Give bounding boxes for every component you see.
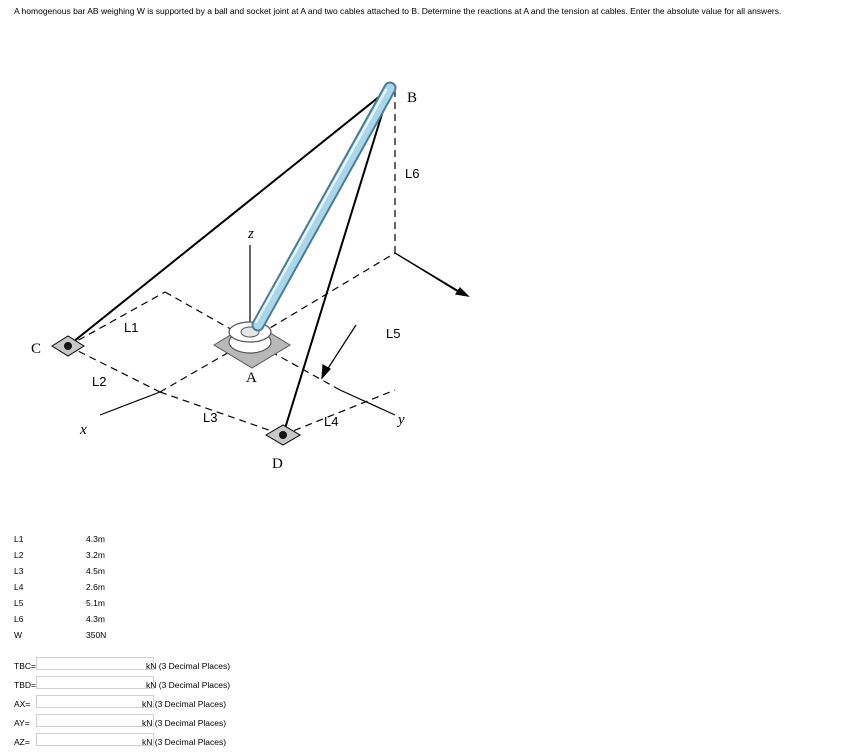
answer-label: TBD=: [14, 680, 36, 690]
answer-row-ax: [14, 694, 274, 713]
answer-row-ay: [14, 713, 274, 732]
answer-unit: kN (3 Decimal Places): [142, 699, 227, 709]
given-value: 350N: [86, 630, 107, 640]
question-text: A homogenous bar AB weighing W is supported by a ball and socket joint at A and two cables attached to B. Determine the reactions at A and the tension at cables. Enter the absolute value for all answers.: [14, 6, 782, 16]
length-l5-label: L5: [386, 326, 401, 341]
length-l4-label: L4: [324, 414, 339, 429]
given-row: [14, 596, 214, 612]
given-value: 3.2m: [86, 550, 105, 560]
given-row: [14, 532, 214, 548]
answer-unit: kN (3 Decimal Places): [142, 718, 227, 728]
answer-row-tbc: [14, 656, 274, 675]
given-value: 5.1m: [86, 598, 105, 608]
ax-input[interactable]: [36, 695, 154, 708]
tbc-input[interactable]: [36, 657, 154, 670]
given-values-table: [14, 532, 214, 644]
point-a-label: A: [246, 370, 257, 386]
answer-label: TBC=: [14, 661, 36, 671]
socket-a: [214, 322, 290, 368]
point-c-label: C: [31, 341, 42, 357]
given-label: L4: [14, 582, 24, 592]
answer-row-az: [14, 732, 274, 751]
length-l3-label: L3: [203, 410, 218, 425]
answer-form: [14, 656, 274, 751]
answer-unit: kN (3 Decimal Places): [142, 737, 227, 747]
given-row: [14, 548, 214, 564]
axis-x-label: x: [80, 422, 87, 438]
az-input[interactable]: [36, 733, 154, 746]
bar-diagram: [0, 60, 520, 480]
given-label: L5: [14, 598, 24, 608]
answer-unit: kN (3 Decimal Places): [146, 661, 231, 671]
tbd-input[interactable]: [36, 676, 154, 689]
given-row: [14, 628, 214, 644]
answer-row-tbd: [14, 675, 274, 694]
given-value: 4.3m: [86, 614, 105, 624]
answer-label: AZ=: [14, 737, 30, 747]
anchor-d: [266, 425, 300, 445]
axis-z-label: z: [248, 226, 254, 242]
point-b-label: B: [407, 90, 418, 106]
answer-label: AY=: [14, 718, 30, 728]
length-l1-label: L1: [124, 320, 139, 335]
anchor-c: [52, 336, 84, 356]
axis-y-label: y: [398, 412, 405, 428]
given-row: [14, 580, 214, 596]
given-label: L1: [14, 534, 24, 544]
length-l6-label: L6: [405, 166, 420, 181]
given-label: L3: [14, 566, 24, 576]
point-d-label: D: [272, 456, 283, 472]
length-l2-label: L2: [92, 374, 107, 389]
given-label: L2: [14, 550, 24, 560]
answer-unit: kN (3 Decimal Places): [146, 680, 231, 690]
given-row: [14, 612, 214, 628]
given-row: [14, 564, 214, 580]
given-label: W: [14, 630, 23, 640]
bar-ab: [256, 88, 390, 325]
given-value: 4.3m: [86, 534, 105, 544]
answer-label: AX=: [14, 699, 31, 709]
given-value: 4.5m: [86, 566, 105, 576]
given-label: L6: [14, 614, 24, 624]
given-value: 2.6m: [86, 582, 105, 592]
ay-input[interactable]: [36, 714, 154, 727]
